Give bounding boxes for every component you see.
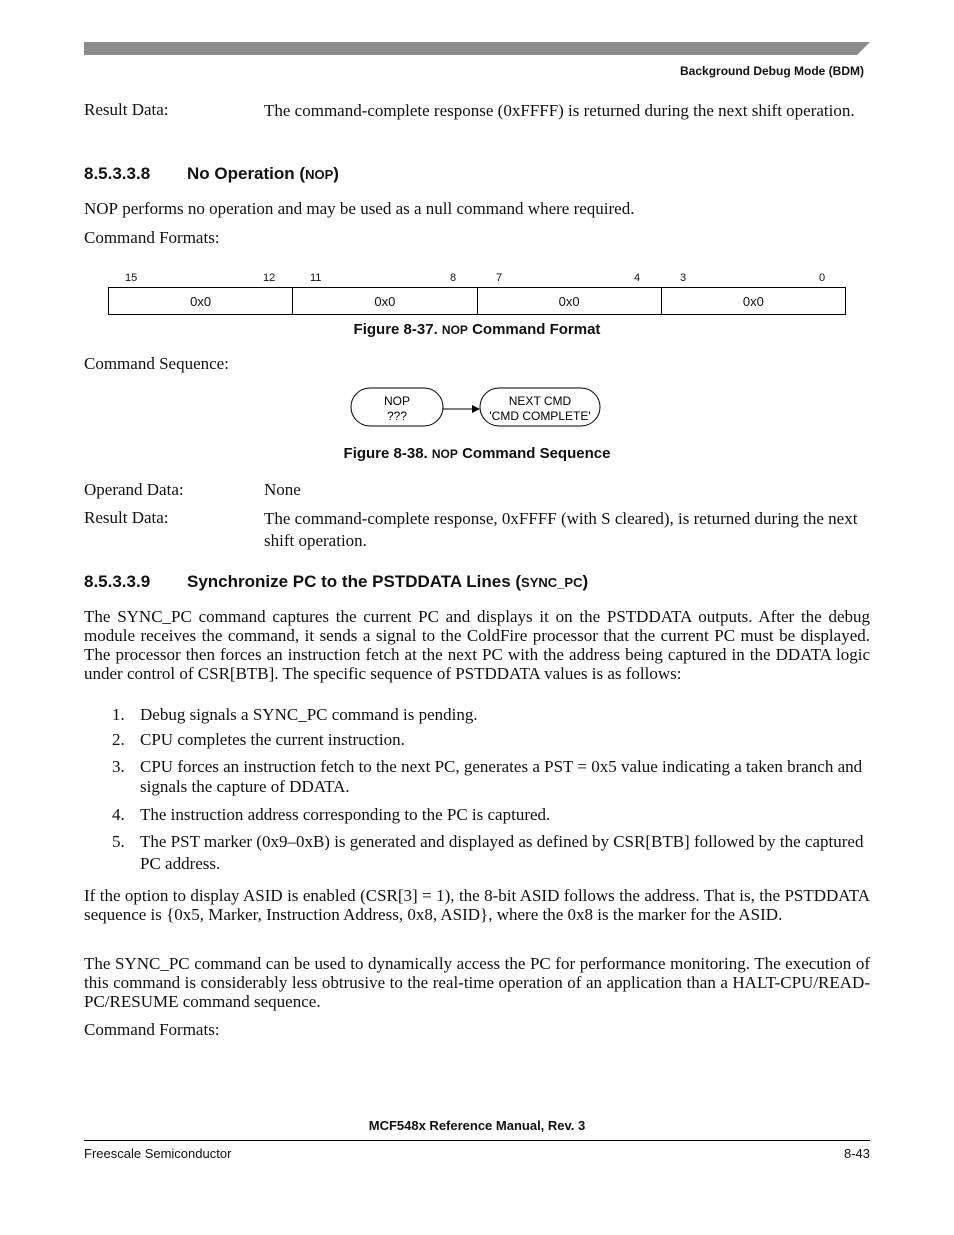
command-formats-label: Command Formats: (84, 1020, 220, 1039)
sync-pc-paragraph-2: If the option to display ASID is enabled (CSR[3] = 1), the 8-bit ASID follows the address. That is, the PSTDDATA sequence is {0x5, Marker, Instruction Address, 0x8, ASID}, where the 0x8 is the marker for the ASID. (84, 886, 870, 924)
section-heading-nop (84, 164, 339, 184)
section-title-cmd: SYNC_PC (521, 575, 583, 590)
command-formats-label: Command Formats: (84, 228, 220, 247)
step-text: The instruction address corresponding to the PC is captured. (140, 805, 551, 824)
arrow-head-icon (472, 405, 480, 413)
result-data-label: Result Data: (84, 508, 169, 527)
step-number: 1. (112, 705, 125, 724)
list-item (84, 831, 870, 875)
format-cell: 0x0 (477, 288, 661, 315)
list-item (84, 705, 870, 724)
bit-label: 7 (496, 272, 503, 284)
section-title: No Operation ( (187, 164, 306, 183)
figure-37-caption (84, 321, 870, 338)
format-cell: 0x0 (109, 288, 293, 315)
result-data-text: The command-complete response (0xFFFF) is returned during the next shift operation. (264, 101, 855, 120)
caption-cmd: NOP (431, 447, 458, 461)
sync-pc-paragraph-3 (84, 954, 870, 1011)
nop-cmd: NOP (84, 199, 119, 218)
header-bar (84, 42, 870, 55)
bit-label: 8 (450, 272, 457, 284)
nop-intro-text: performs no operation and may be used as a null command where required. (118, 199, 635, 218)
list-item (84, 805, 870, 824)
para-text: command can be used to dynamically access the PC for performance monitoring. The execution of this command is considerably less obtrusive to the real-time operation of an application than a (84, 954, 870, 992)
figure-38-caption (84, 445, 870, 462)
manual-title: MCF548x Reference Manual, Rev. 3 (368, 1118, 586, 1133)
page-number: 8-43 (843, 1146, 870, 1161)
para-cmd: HALT-CPU/READ-PC/RESUME (84, 973, 870, 1011)
seq-box-nop-line1: NOP (383, 394, 411, 408)
para-cmd: SYNC_PC (115, 954, 190, 973)
section-number: 8.5.3.3.8 (84, 164, 151, 183)
para-cmd: SYNC_PC (117, 607, 192, 626)
caption-text: Figure 8-38. (343, 445, 432, 462)
para-text: command sequence. (178, 992, 321, 1011)
seq-box-nop-line2: ??? (386, 409, 408, 423)
step-number: 2. (112, 730, 125, 749)
result-data-label: Result Data: (84, 100, 169, 119)
format-cell: 0x0 (661, 288, 845, 315)
nop-sequence-diagram (340, 384, 620, 434)
bit-label: 15 (125, 272, 138, 284)
format-cell: 0x0 (293, 288, 477, 315)
step-number: 5. (112, 832, 125, 851)
operand-data-label: Operand Data: (84, 480, 184, 499)
bit-label: 4 (634, 272, 641, 284)
step-number: 3. (112, 757, 125, 776)
step-cmd: SYNC_PC (252, 705, 328, 724)
para-text: The (84, 954, 115, 973)
para-text: command captures the current PC and displays it on the PSTDDATA outputs. After the debug module receives the command, it sends a signal to the ColdFire processor that the current PC must be displayed. The processor then forces an instruction fetch at the next PC with the address being captured in the DDATA logic under control of CSR[BTB]. The specific sequence of PSTDDATA values is as follows: (84, 607, 871, 683)
nop-intro (84, 199, 870, 218)
list-item (84, 730, 870, 749)
footer-divider (84, 1140, 870, 1141)
sync-pc-paragraph-1 (84, 607, 870, 683)
caption-text: Command Sequence (457, 445, 611, 462)
caption-cmd: NOP (441, 323, 468, 337)
list-item (84, 757, 870, 797)
step-text: CPU forces an instruction fetch to the next PC, generates a PST = 0x5 value indicating a taken branch and signals the capture of DDATA. (140, 757, 863, 796)
step-text: command is pending. (327, 705, 478, 724)
section-number: 8.5.3.3.9 (84, 572, 151, 591)
bit-label: 12 (263, 272, 276, 284)
step-text: The PST marker (0x9–0xB) is generated and displayed as defined by CSR[BTB] followed by the captured PC address. (140, 832, 864, 873)
sync-pc-steps (84, 705, 870, 881)
bit-label: 0 (819, 272, 826, 284)
operand-data-value: None (264, 480, 301, 499)
seq-box-next-line2: 'CMD COMPLETE' (489, 409, 591, 423)
command-sequence-label: Command Sequence: (84, 354, 229, 373)
nop-format-table (108, 287, 846, 315)
seq-box-next-line1: NEXT CMD (508, 394, 572, 408)
caption-text: Command Format (467, 321, 601, 338)
bit-label: 11 (310, 272, 322, 284)
caption-text: Figure 8-37. (353, 321, 442, 338)
section-title: Synchronize PC to the PSTDDATA Lines ( (187, 572, 522, 591)
section-title-close: ) (582, 572, 589, 591)
running-head: Background Debug Mode (BDM) (680, 64, 864, 78)
section-title-cmd: NOP (305, 167, 334, 182)
result-data-value: The command-complete response, 0xFFFF (with S cleared), is returned during the next shift operation. (264, 509, 858, 550)
bit-label: 3 (680, 272, 687, 284)
section-title-close: ) (333, 164, 339, 183)
para-text: The (84, 607, 118, 626)
step-number: 4. (112, 805, 125, 824)
section-heading-sync-pc (84, 572, 588, 592)
step-text: Debug signals a (140, 705, 253, 724)
step-text: CPU completes the current instruction. (140, 730, 405, 749)
company-name: Freescale Semiconductor (84, 1146, 232, 1161)
